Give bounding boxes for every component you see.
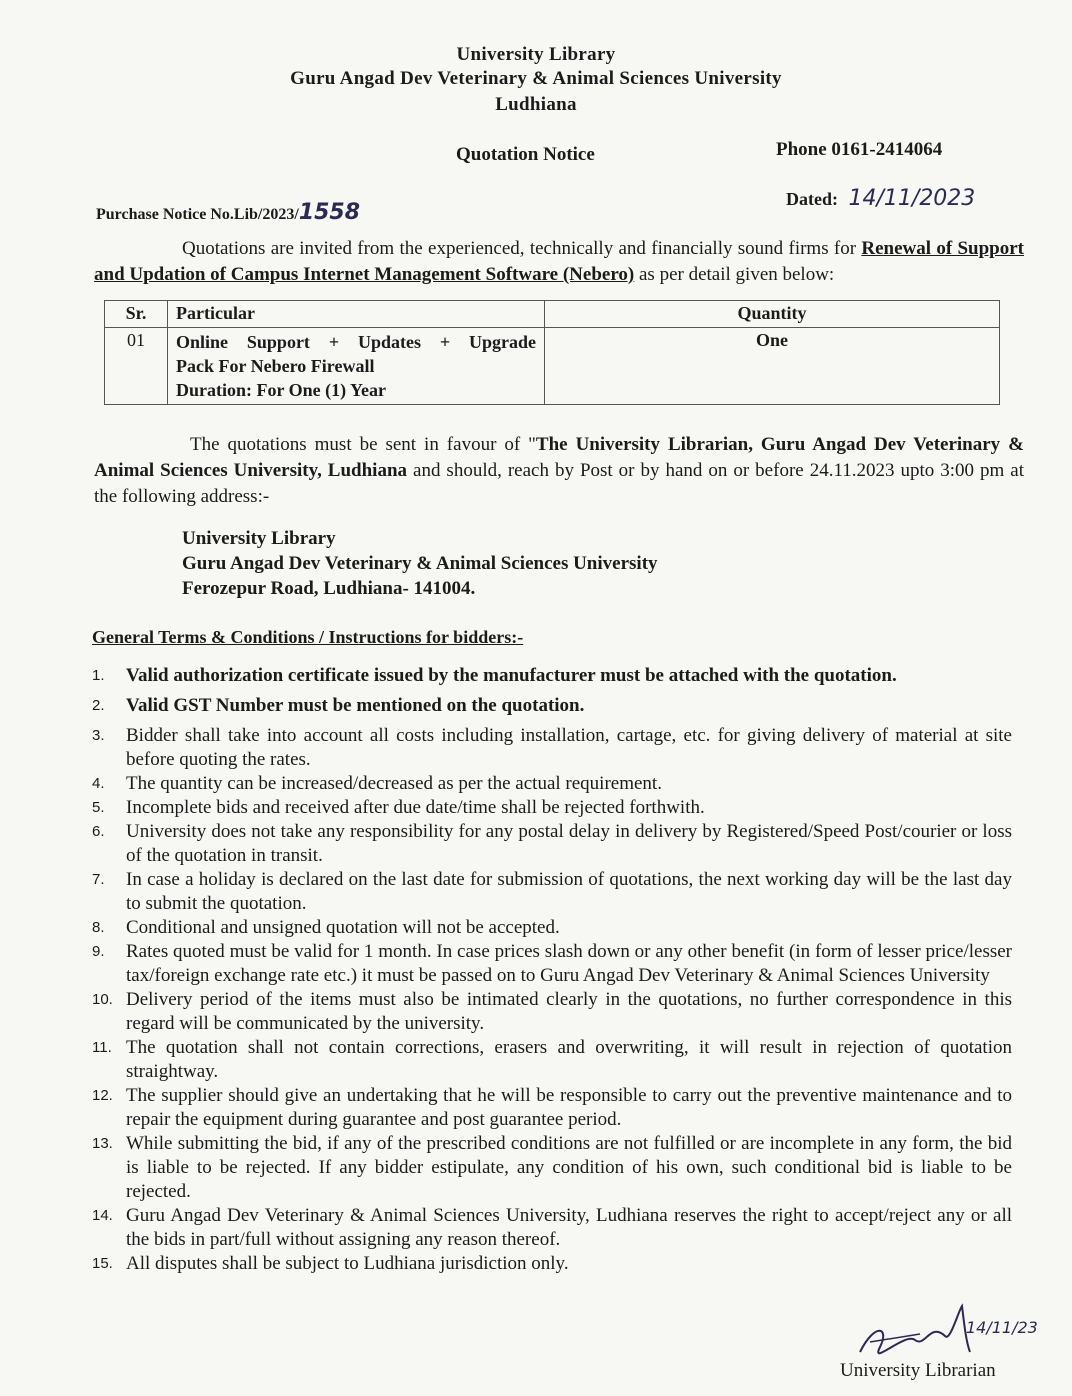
table-row <box>105 328 1000 405</box>
terms-heading: General Terms & Conditions / Instructions for bidders:- <box>92 627 524 647</box>
list-item: 9. Rates quoted must be valid for 1 month. In case prices slash down or any other benefit (in form of lesser price/lesser tax/foreign exchange rate etc.) it must be passed on to Guru Angad Dev Veterinary & Animal Sciences University <box>92 941 1012 986</box>
particular-line-2: Pack For Nebero Firewall <box>176 356 375 376</box>
signatory-title: University Librarian <box>840 1360 996 1381</box>
intro-text-after: as per detail given below: <box>634 264 835 285</box>
list-item: 13. While submitting the bid, if any of the prescribed conditions are not fulfilled or are incomplete in any form, the bid is liable to be rejected. If any bidder estipulate, any condition of his own, such conditional bid is liable to be rejected. <box>92 1133 1012 1202</box>
header-sr: Sr. <box>105 301 168 328</box>
purchase-notice <box>96 200 360 225</box>
specification-table <box>104 300 1000 405</box>
list-item: 2. Valid GST Number must be mentioned on the quotation. <box>92 695 585 716</box>
row-particular <box>168 328 545 405</box>
header-university-library: University Library <box>456 44 616 65</box>
list-item: 4. The quantity can be increased/decreased as per the actual requirement. <box>92 773 662 794</box>
submission-bold: The University Librarian, Guru Angad Dev Veterinary & Animal Sciences University, Ludhiana <box>94 434 1024 481</box>
row-quantity: One <box>545 328 1000 405</box>
particular-line-3: Duration: For One (1) Year <box>176 380 386 400</box>
header-particular: Particular <box>168 301 545 328</box>
list-item: 12. The supplier should give an undertaking that he will be responsible to carry out the preventive maintenance and to repair the equipment during guarantee and post guarantee period. <box>92 1085 1012 1130</box>
list-item: 1. Valid authorization certificate issued by the manufacturer must be attached with the quotation. <box>92 665 897 686</box>
header-quantity: Quantity <box>545 301 1000 328</box>
list-item: 7. In case a holiday is declared on the last date for submission of quotations, the next working day will be the last day to submit the quotation. <box>92 869 1012 914</box>
intro-text-before: Quotations are invited from the experienced, technically and financially sound firms for <box>182 238 862 259</box>
phone-number: Phone 0161-2414064 <box>776 139 943 160</box>
dated-label: Dated: <box>786 189 838 209</box>
list-item: 11. The quotation shall not contain corrections, erasers and overwriting, it will result in rejection of quotation straightway. <box>92 1037 1012 1082</box>
header-university-name: Guru Angad Dev Veterinary & Animal Sciences University <box>290 68 782 89</box>
list-item: 5. Incomplete bids and received after due date/time shall be rejected forthwith. <box>92 797 705 818</box>
intro-paragraph <box>94 236 1024 288</box>
submission-paragraph <box>94 432 1024 510</box>
notice-title: Quotation Notice <box>456 144 595 165</box>
submission-text-1: The quotations must be sent in favour of " <box>190 434 536 455</box>
header-city: Ludhiana <box>495 94 577 115</box>
particular-line-1: Online Support + Updates + Upgrade <box>176 332 536 352</box>
dated-value: 14/11/2023 <box>848 186 976 211</box>
address-line-3: Ferozepur Road, Ludhiana- 141004. <box>182 578 476 599</box>
list-item: 6. University does not take any responsibility for any postal delay in delivery by Registered/Speed Post/courier or loss of the quotation in transit. <box>92 821 1012 866</box>
list-item: 15. All disputes shall be subject to Ludhiana jurisdiction only. <box>92 1253 569 1274</box>
intro-underlined: Renewal of Support and Updation of Campus Internet Management Software (Nebero) <box>94 238 1024 285</box>
purchase-notice-label: Purchase Notice No.Lib/2023/ <box>96 206 299 223</box>
list-item: 8. Conditional and unsigned quotation will not be accepted. <box>92 917 560 938</box>
purchase-notice-number: 1558 <box>298 200 361 225</box>
dated <box>786 186 975 211</box>
list-item: 10. Delivery period of the items must also be intimated clearly in the quotations, no further correspondence in this regard will be communicated by the university. <box>92 989 1012 1034</box>
table-header-row <box>105 301 1000 328</box>
row-sr: 01 <box>105 328 168 405</box>
list-item: 14. Guru Angad Dev Veterinary & Animal Sciences University, Ludhiana reserves the right to accept/reject any or all the bids in part/full without assigning any reason thereof. <box>92 1205 1012 1250</box>
terms-list <box>92 664 1012 1276</box>
address-line-2: Guru Angad Dev Veterinary & Animal Sciences University <box>182 553 658 574</box>
signature-date: 14/11/23 <box>966 1318 1038 1337</box>
address-line-1: University Library <box>182 528 336 549</box>
submission-text-2: and should, reach by Post or by hand on or before 24.11.2023 upto 3:00 pm at the following address:- <box>94 460 1024 507</box>
address-block <box>182 526 658 601</box>
list-item: 3. Bidder shall take into account all costs including installation, cartage, etc. for giving delivery of material at site before quoting the rates. <box>92 725 1012 770</box>
